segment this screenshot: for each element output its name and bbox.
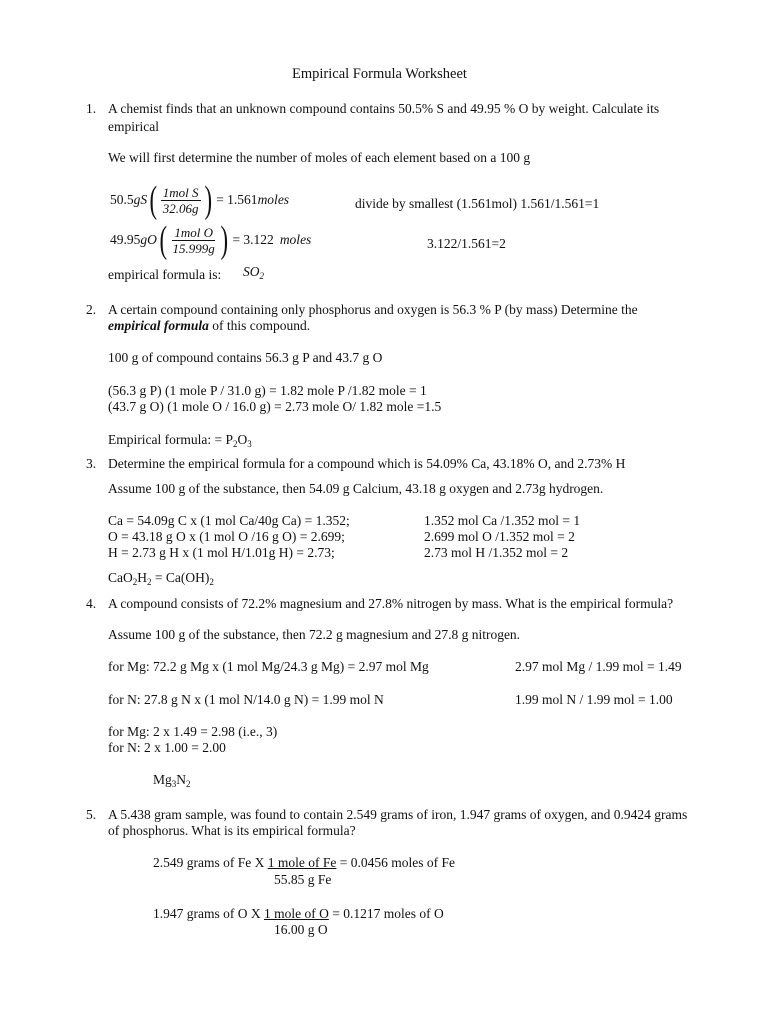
question-4-number: 4.: [86, 596, 97, 611]
q5-fe-calc: [153, 855, 455, 871]
q3-ratio-o: 2.699 mol O /1.352 mol = 2: [424, 529, 575, 544]
eq1-result-unit: moles: [257, 192, 290, 207]
q3-ratio-ca: 1.352 mol Ca /1.352 mol = 1: [424, 513, 581, 528]
q4-formula-sub2: 2: [186, 779, 191, 789]
q1-oxygen-ratio: 3.122/1.561=2: [427, 236, 506, 251]
eq1-fraction: [161, 185, 201, 216]
q4-formula-a: Mg: [153, 772, 172, 787]
q5-fe-pre: 2.549 grams of Fe X: [153, 855, 268, 870]
eq2-lead-num: 49.95: [110, 232, 141, 247]
eq1-result: = 1.561: [216, 192, 258, 207]
question-5-text-line1: A 5.438 gram sample, was found to contain 2.549 grams of iron, 1.947 grams of oxygen, and 0.9424 grams: [108, 807, 688, 822]
q5-fe-post: = 0.0456 moles of Fe: [336, 855, 455, 870]
q4-formula: [153, 772, 191, 788]
q2-emphasis: empirical formula: [108, 318, 209, 333]
eq2-lead-unit: gO: [140, 232, 157, 247]
question-3-number: 3.: [86, 456, 97, 471]
question-1-text-line2: empirical: [108, 119, 159, 134]
q1-formula-label: empirical formula is:: [108, 267, 222, 282]
q4-mg-mult: for Mg: 2 x 1.49 = 2.98 (i.e., 3): [108, 724, 278, 739]
eq2-fraction: [171, 225, 217, 256]
eq1-lead-unit: gS: [133, 192, 148, 207]
eq1-lead-num: 50.5: [110, 192, 134, 207]
q5-o-calc: [153, 906, 444, 922]
q3-calc-o: O = 43.18 g O x (1 mol O /16 g O) = 2.699;: [108, 529, 345, 544]
q5-o-post: = 0.1217 moles of O: [328, 906, 444, 921]
q1-formula: [243, 264, 264, 280]
q4-n-ratio: 1.99 mol N / 1.99 mol = 1.00: [515, 692, 673, 707]
eq1-denominator: 32.06g: [162, 200, 199, 216]
q3-formula-sub1: 2: [132, 577, 138, 587]
q3-formula-sub2: 2: [147, 577, 152, 587]
q4-assume: Assume 100 g of the substance, then 72.2 g magnesium and 27.8 g nitrogen.: [108, 627, 521, 642]
question-3-text: Determine the empirical formula for a compound which is 54.09% Ca, 43.18% O, and 2.73% H: [108, 456, 626, 471]
question-2-text-line2: [108, 318, 310, 334]
q3-formula: [108, 570, 214, 586]
question-2-number: 2.: [86, 302, 97, 317]
eq2-result: = 3.122: [232, 232, 274, 247]
question-1-text-line1: A chemist finds that an unknown compound contains 50.5% S and 49.95 % O by weight. Calculate its: [108, 101, 660, 116]
question-1-intro: We will first determine the number of moles of each element based on a 100 g: [108, 150, 531, 165]
q3-calc-ca: Ca = 54.09g C x (1 mol Ca/40g Ca) = 1.352;: [108, 513, 350, 528]
q3-formula-b: H: [137, 570, 147, 585]
q4-formula-sub1: 3: [171, 779, 177, 789]
q5-fe-numerator: 1 mole of Fe: [267, 855, 337, 870]
question-5-text-line2: of phosphorus. What is its empirical formula?: [108, 823, 356, 838]
q1-formula-sub: 2: [259, 271, 264, 281]
q2-formula-mid: O: [237, 432, 248, 447]
q3-formula-c: = Ca(OH): [151, 570, 210, 585]
q2-line2-rest: of this compound.: [208, 318, 311, 333]
q5-o-denominator: 16.00 g O: [274, 922, 328, 937]
question-5-number: 5.: [86, 807, 97, 822]
q1-divide-note: divide by smallest (1.561mol) 1.561/1.561=1: [355, 196, 600, 211]
q4-mg-calc: for Mg: 72.2 g Mg x (1 mol Mg/24.3 g Mg) = 2.97 mol Mg: [108, 659, 429, 674]
q5-o-pre: 1.947 grams of O X: [153, 906, 264, 921]
q3-assume: Assume 100 g of the substance, then 54.09 g Calcium, 43.18 g oxygen and 2.73g hydrogen.: [108, 481, 604, 496]
q3-calc-h: H = 2.73 g H x (1 mol H/1.01g H) = 2.73;: [108, 545, 335, 560]
question-4-text: A compound consists of 72.2% magnesium and 27.8% nitrogen by mass. What is the empirical formula?: [108, 596, 674, 611]
q2-formula-label: Empirical formula: = P: [108, 432, 233, 447]
q5-fe-denominator: 55.85 g Fe: [274, 872, 332, 887]
q4-mg-ratio: 2.97 mol Mg / 1.99 mol = 1.49: [515, 659, 682, 674]
eq1-numerator: 1mol S: [162, 184, 199, 200]
q3-ratio-h: 2.73 mol H /1.352 mol = 2: [424, 545, 569, 560]
left-paren: (: [159, 219, 167, 261]
question-2-text-line1: A certain compound containing only phosphorus and oxygen is 56.3 % P (by mass) Determine the: [108, 302, 638, 317]
q3-formula-sub3: 2: [209, 577, 214, 587]
q5-o-numerator: 1 mole of O: [264, 906, 329, 921]
eq2-result-unit: moles: [279, 232, 312, 247]
eq2-denominator: 15.999g: [172, 240, 215, 256]
q1-oxygen-equation: [110, 221, 311, 259]
eq2-numerator: 1mol O: [174, 224, 213, 240]
q4-n-mult: for N: 2 x 1.00 = 2.00: [108, 740, 226, 755]
q2-formula-sub2: 3: [247, 439, 252, 449]
question-1-number: 1.: [86, 101, 97, 116]
left-paren: (: [149, 179, 158, 221]
q2-step1: 100 g of compound contains 56.3 g P and 43.7 g O: [108, 350, 383, 365]
right-paren: ): [220, 219, 228, 261]
q1-sulfur-equation: [110, 181, 289, 219]
q2-formula-sub1: 2: [232, 439, 238, 449]
q2-step3: (43.7 g O) (1 mole O / 16.0 g) = 2.73 mole O/ 1.82 mole =1.5: [108, 399, 442, 414]
q3-formula-a: CaO: [108, 570, 133, 585]
q2-step2: (56.3 g P) (1 mole P / 31.0 g) = 1.82 mole P /1.82 mole = 1: [108, 383, 427, 398]
page-title: Empirical Formula Worksheet: [292, 66, 467, 82]
q4-formula-b: N: [176, 772, 187, 787]
q4-n-calc: for N: 27.8 g N x (1 mol N/14.0 g N) = 1.99 mol N: [108, 692, 384, 707]
right-paren: ): [204, 179, 212, 221]
q1-formula-main: SO: [243, 264, 260, 279]
q2-formula: [108, 432, 252, 448]
